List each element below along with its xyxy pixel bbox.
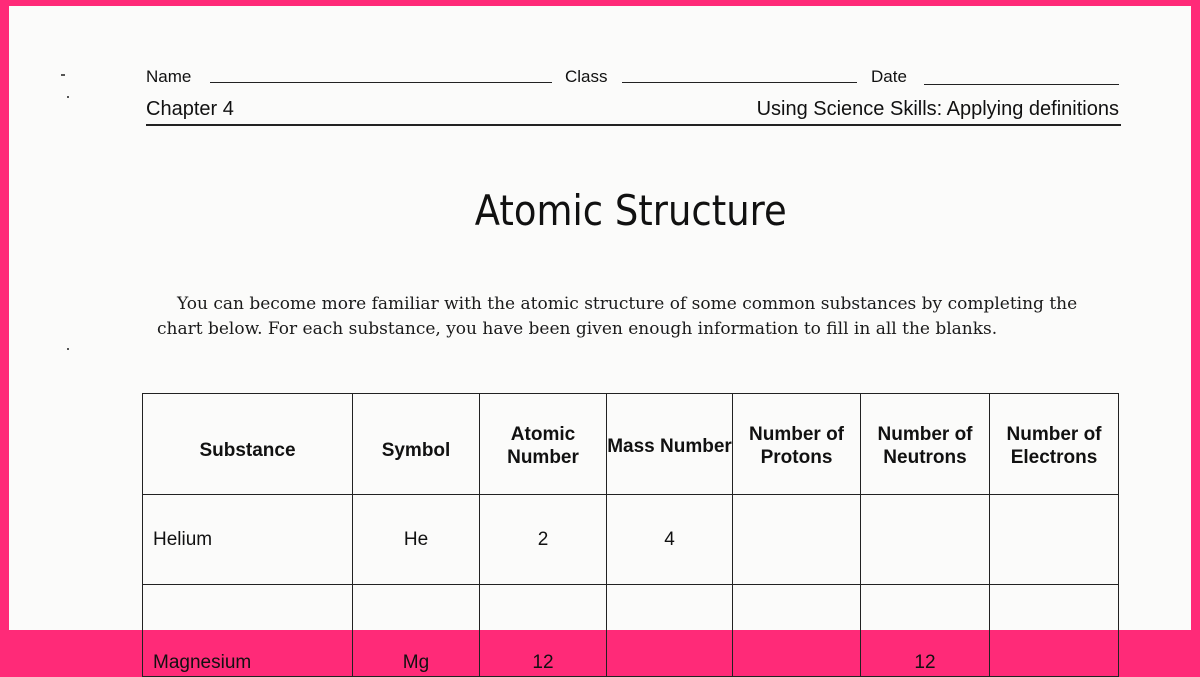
header-fields — [146, 66, 1121, 90]
electrons-cell[interactable] — [990, 495, 1119, 585]
column-header-neutrons: Number of Neutrons — [861, 394, 990, 495]
chapter-label: Chapter 4 — [146, 98, 234, 120]
column-header-electrons: Number of Electrons — [990, 394, 1119, 495]
column-header-atomic-number: Atomic Number — [480, 394, 607, 495]
column-header-substance: Substance — [143, 394, 353, 495]
electrons-cell[interactable] — [990, 585, 1119, 677]
name-field-line[interactable] — [210, 82, 552, 83]
class-label: Class — [565, 67, 608, 86]
atomic-structure-table — [142, 393, 1119, 677]
chapter-header — [146, 94, 1121, 126]
instructions-paragraph: You can become more familiar with the atomic structure of some common substances by completing the chart below. For each substance, you have been given enough information to fill in all the blanks. — [157, 294, 1078, 339]
table-row — [143, 585, 1119, 677]
section-subtitle: Using Science Skills: Applying definitions — [756, 98, 1119, 120]
name-label: Name — [146, 67, 192, 86]
protons-cell[interactable] — [733, 495, 861, 585]
neutrons-cell: 12 — [861, 585, 990, 677]
date-label: Date — [871, 67, 907, 86]
table-header-row — [143, 394, 1119, 495]
atomic-number-cell: 2 — [480, 495, 607, 585]
worksheet-page — [9, 6, 1191, 673]
date-field-line[interactable] — [924, 84, 1119, 85]
page-title: Atomic Structure — [474, 186, 787, 235]
substance-cell: Magnesium — [143, 585, 353, 677]
scan-speck — [67, 348, 69, 350]
mass-number-cell[interactable] — [607, 585, 733, 677]
atomic-number-cell: 12 — [480, 585, 607, 677]
table-row — [143, 495, 1119, 585]
scan-speck — [67, 96, 69, 98]
scan-speck — [61, 74, 65, 76]
symbol-cell: He — [353, 495, 480, 585]
column-header-symbol: Symbol — [353, 394, 480, 495]
neutrons-cell[interactable] — [861, 495, 990, 585]
protons-cell[interactable] — [733, 585, 861, 677]
substance-cell: Helium — [143, 495, 353, 585]
class-field-line[interactable] — [622, 82, 857, 83]
column-header-protons: Number of Protons — [733, 394, 861, 495]
mass-number-cell: 4 — [607, 495, 733, 585]
symbol-cell: Mg — [353, 585, 480, 677]
column-header-mass-number: Mass Number — [607, 394, 733, 495]
